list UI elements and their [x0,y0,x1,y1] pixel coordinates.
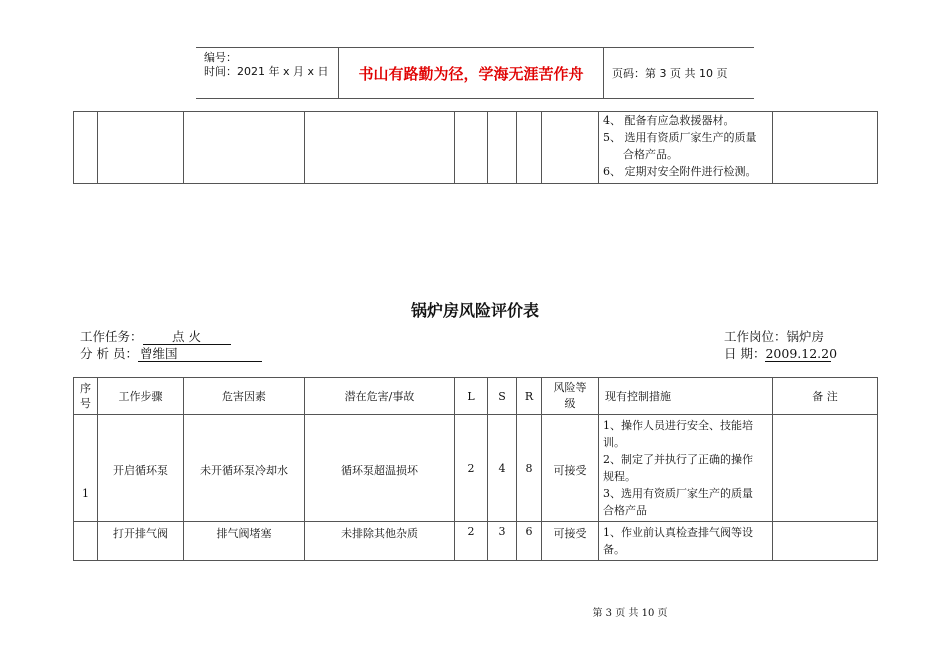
analyst-value: 曾维国 [138,347,262,362]
row-s: 3 [488,522,517,561]
col-header-note: 备 注 [773,378,878,415]
col-header-step: 工作步骤 [98,378,184,415]
post-label: 工作岗位： [724,329,787,344]
number-label: 编号： [204,51,237,64]
measure-line: 6、 定期对安全附件进行检测。 [603,165,757,178]
row-measures [599,522,773,561]
row-measures [599,415,773,522]
task-value: 点 火 [143,330,231,345]
page-footer: 第 3 页 共 10 页 [592,608,668,619]
measure-line: 1、操作人员进行安全、技能培 [603,419,753,432]
task-label: 工作任务： [80,329,143,344]
row-s: 4 [488,415,517,522]
analyst-label: 分 析 员： [80,346,138,361]
post-value: 锅炉房 [786,329,825,344]
analyst-info [80,344,262,362]
page-header [196,47,754,99]
row-note [773,522,878,561]
measure-line: 4、 配备有应急救援器材。 [603,114,735,127]
row-step: 打开排气阀 [98,522,184,561]
risk-table [73,377,878,561]
table-row [74,415,878,522]
header-meta [196,48,338,98]
table-row [74,522,878,561]
task-info [80,327,231,345]
header-motto: 书山有路勤为径，学海无涯苦作舟 [338,48,604,98]
col-header-hazard: 危害因素 [184,378,305,415]
date-label: 日 期： [724,346,766,361]
date-value: 2009.12.20 [765,346,838,361]
previous-table-fragment [73,111,878,184]
row-r: 8 [517,415,542,522]
row-accident: 未排除其他杂质 [305,522,455,561]
measure-line: 合格产品 [603,504,647,517]
row-seq: 1 [74,415,98,522]
measure-line: 训。 [603,436,625,449]
row-hazard: 未开循环泵冷却水 [184,415,305,522]
row-r: 6 [517,522,542,561]
date-line: 时间：2021 年 x 月 x 日 [204,65,329,78]
measure-line: 合格产品。 [623,148,678,161]
row-note [773,415,878,522]
col-header-s: S [488,378,517,415]
measure-line: 备。 [603,543,625,556]
col-header-measures: 现有控制措施 [599,378,773,415]
row-level: 可接受 [542,415,599,522]
row-hazard: 排气阀堵塞 [184,522,305,561]
col-header-level: 风险等级 [542,378,599,415]
fragment-measures [599,112,773,184]
header-page-info: 页码：第 3 页 共 10 页 [612,67,728,80]
row-l: 2 [455,415,488,522]
measure-line: 5、 选用有资质厂家生产的质量 [603,131,757,144]
row-seq [74,522,98,561]
table-header-row [74,378,878,415]
measure-line: 规程。 [603,470,636,483]
row-accident: 循环泵超温损坏 [305,415,455,522]
measure-line: 3、选用有资质厂家生产的质量 [603,487,753,500]
date-info [724,344,838,362]
post-info [724,327,824,345]
col-header-r: R [517,378,542,415]
row-level: 可接受 [542,522,599,561]
document-title: 锅炉房风险评价表 [410,301,539,320]
row-step: 开启循环泵 [98,415,184,522]
measure-line: 1、作业前认真检查排气阀等设 [603,526,753,539]
col-header-accident: 潜在危害/事故 [305,378,455,415]
col-header-l: L [455,378,488,415]
col-header-seq: 序号 [74,378,98,415]
measure-line: 2、制定了并执行了正确的操作 [603,453,753,466]
row-l: 2 [455,522,488,561]
